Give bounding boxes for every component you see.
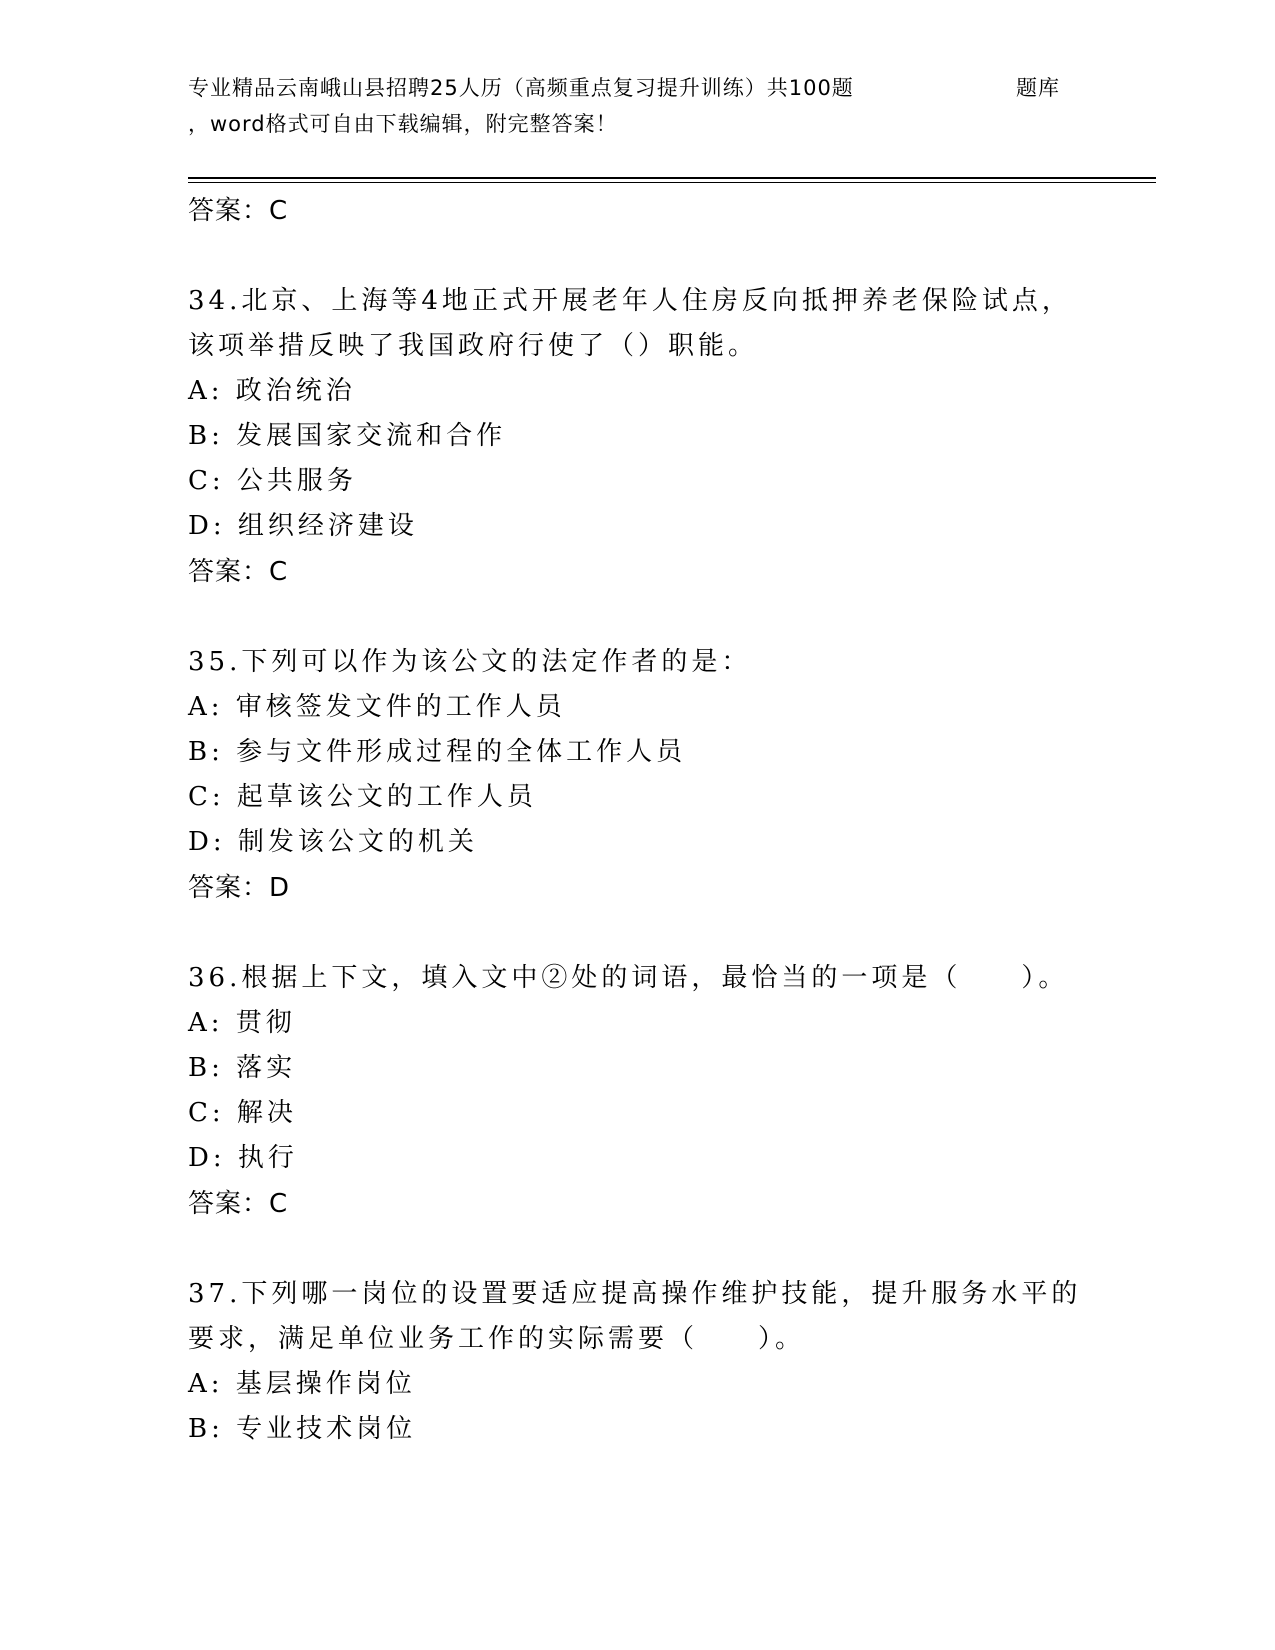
option-c: C: 起草该公文的工作人员 xyxy=(188,782,537,812)
spacer xyxy=(188,595,1088,640)
option-d: D: 执行 xyxy=(188,1143,298,1173)
question-text: 34.北京、上海等4地正式开展老年人住房反向抵押养老保险试点，该项举措反映了我国政府行使了（）职能。 xyxy=(188,286,1072,361)
answer-line: 答案：C xyxy=(188,557,289,587)
header-title: 专业精品云南峨山县招聘25人历（高频重点复习提升训练）共100题 xyxy=(188,76,854,100)
previous-answer: 答案：C xyxy=(188,196,289,226)
option-d: D: 组织经济建设 xyxy=(188,511,418,541)
question-block-37 xyxy=(188,1272,1088,1452)
header-line-1 xyxy=(188,70,1148,106)
answer-line: 答案：C xyxy=(188,1189,289,1219)
header-rule-thick xyxy=(188,177,1156,179)
option-b: B: 发展国家交流和合作 xyxy=(188,421,507,451)
page-header xyxy=(188,70,1148,142)
spacer xyxy=(188,911,1088,956)
option-b: B: 专业技术岗位 xyxy=(188,1414,417,1444)
option-b: B: 落实 xyxy=(188,1053,297,1083)
option-a: A: 政治统治 xyxy=(188,376,356,406)
question-block-35 xyxy=(188,640,1088,911)
option-b: B: 参与文件形成过程的全体工作人员 xyxy=(188,737,687,767)
spacer xyxy=(188,234,1088,279)
question-text: 37.下列哪一岗位的设置要适应提高操作维护技能，提升服务水平的要求，满足单位业务工作的实际需要（ ）。 xyxy=(188,1279,1082,1354)
question-text: 36.根据上下文，填入文中②处的词语，最恰当的一项是（ ）。 xyxy=(188,963,1069,993)
option-a: A: 审核签发文件的工作人员 xyxy=(188,692,566,722)
header-tag: 题库 xyxy=(1016,76,1060,100)
option-d: D: 制发该公文的机关 xyxy=(188,827,478,857)
question-text: 35.下列可以作为该公文的法定作者的是： xyxy=(188,647,752,677)
option-a: A: 贯彻 xyxy=(188,1008,296,1038)
header-subtitle: ，word格式可自由下载编辑，附完整答案！ xyxy=(188,112,618,136)
spacer xyxy=(188,1227,1088,1272)
option-c: C: 解决 xyxy=(188,1098,297,1128)
question-block-34 xyxy=(188,279,1088,595)
answer-line: 答案：D xyxy=(188,873,291,903)
option-a: A: 基层操作岗位 xyxy=(188,1369,416,1399)
question-list xyxy=(188,188,1088,1452)
option-c: C: 公共服务 xyxy=(188,466,357,496)
header-rule-thin xyxy=(188,182,1156,183)
question-block-36 xyxy=(188,956,1088,1227)
